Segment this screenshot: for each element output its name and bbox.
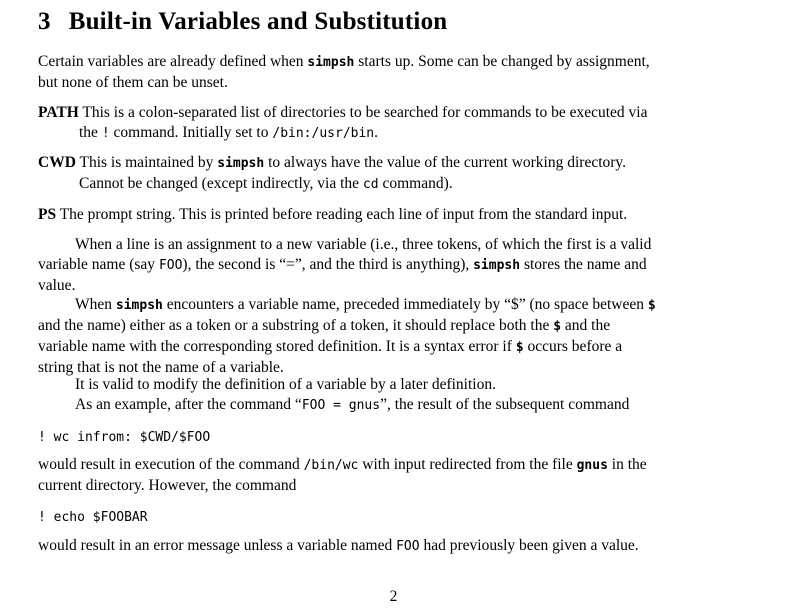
cwd-term: CWD (38, 154, 76, 171)
example-text: As an example, after the command “ (75, 396, 302, 413)
example-code: FOO = gnus (301, 398, 381, 413)
cwd-item (38, 153, 760, 195)
cwd-code: simpsh (217, 156, 265, 171)
intro-text: starts up. Some can be changed by assignment, (354, 53, 650, 70)
ps-desc: The prompt string. This is printed before reading each line of input from the standard input. (56, 206, 628, 223)
result-text: in the (607, 456, 647, 473)
subst-text: variable name with the corresponding stored definition. It is a syntax error if (38, 338, 516, 355)
ps-term: PS (38, 206, 57, 223)
assign-code: simpsh (473, 258, 521, 273)
cwd-code: cd (362, 177, 379, 192)
path-desc: the (79, 124, 102, 141)
code-block-1: ! wc infrom: $CWD/$FOO (38, 430, 211, 445)
path-desc: . (374, 124, 378, 141)
page-number: 2 (389, 588, 398, 605)
modify-paragraph: It is valid to modify the definition of a variable by a later definition. (75, 376, 496, 393)
subst-code: $ (647, 298, 656, 313)
cwd-desc: command). (378, 175, 453, 192)
result-code: FOO (396, 539, 420, 554)
code-block-2: ! echo $FOOBAR (38, 510, 148, 525)
result-code: /bin/wc (303, 458, 359, 473)
assign-text: When a line is an assignment to a new variable (i.e., three tokens, of which the first is a valid (75, 236, 652, 253)
subst-text: occurs before a (523, 338, 623, 355)
subst-text: and the (561, 317, 611, 334)
cwd-desc: to always have the value of the current working directory. (264, 154, 627, 171)
intro-text: Certain variables are already defined when (38, 53, 308, 70)
result-paragraph-2 (38, 536, 760, 557)
ps-item (38, 205, 760, 225)
intro-code: simpsh (307, 55, 355, 70)
subst-text: string that is not the name of a variable. (38, 359, 284, 376)
intro-paragraph (38, 52, 760, 93)
assign-code: FOO (158, 258, 183, 273)
result-paragraph-1 (38, 455, 760, 496)
subst-text: When (75, 296, 116, 313)
path-desc: command. Initially set to (109, 124, 273, 141)
result-text: had previously been given a value. (419, 537, 639, 554)
path-code: ! (101, 126, 110, 141)
intro-text: but none of them can be unset. (38, 74, 228, 91)
example-paragraph (38, 395, 760, 416)
assign-text: variable name (say (38, 256, 159, 273)
substitution-paragraph (38, 295, 760, 378)
path-item (38, 103, 760, 144)
assign-text: ), the second is “=”, and the third is anything), (182, 256, 474, 273)
subst-code: $ (515, 340, 524, 355)
subst-code: simpsh (115, 298, 163, 313)
result-text: with input redirected from the file (358, 456, 577, 473)
example-text: ”, the result of the subsequent command (380, 396, 630, 413)
assignment-paragraph (38, 235, 760, 296)
cwd-desc: Cannot be changed (except indirectly, via the (79, 175, 363, 192)
section-title: Built-in Variables and Substitution (68, 8, 448, 35)
result-text: would result in execution of the command (38, 456, 304, 473)
path-code: /bin:/usr/bin (272, 126, 375, 141)
subst-code: $ (553, 319, 562, 334)
result-code: gnus (576, 458, 608, 473)
path-term: PATH (38, 104, 79, 121)
subst-text: encounters a variable name, preceded immediately by “$” (no space between (162, 296, 648, 313)
section-number: 3 (38, 8, 51, 35)
cwd-desc: This is maintained by (75, 154, 218, 171)
result-text: would result in an error message unless a variable named (38, 537, 397, 554)
path-desc: This is a colon-separated list of directories to be searched for commands to be executed via (78, 104, 648, 121)
assign-text: stores the name and (520, 256, 647, 273)
subst-text: and the name) either as a token or a substring of a token, it should replace both the (38, 317, 554, 334)
section-heading (38, 8, 447, 36)
assign-text: value. (38, 277, 76, 294)
result-text: current directory. However, the command (38, 477, 297, 494)
